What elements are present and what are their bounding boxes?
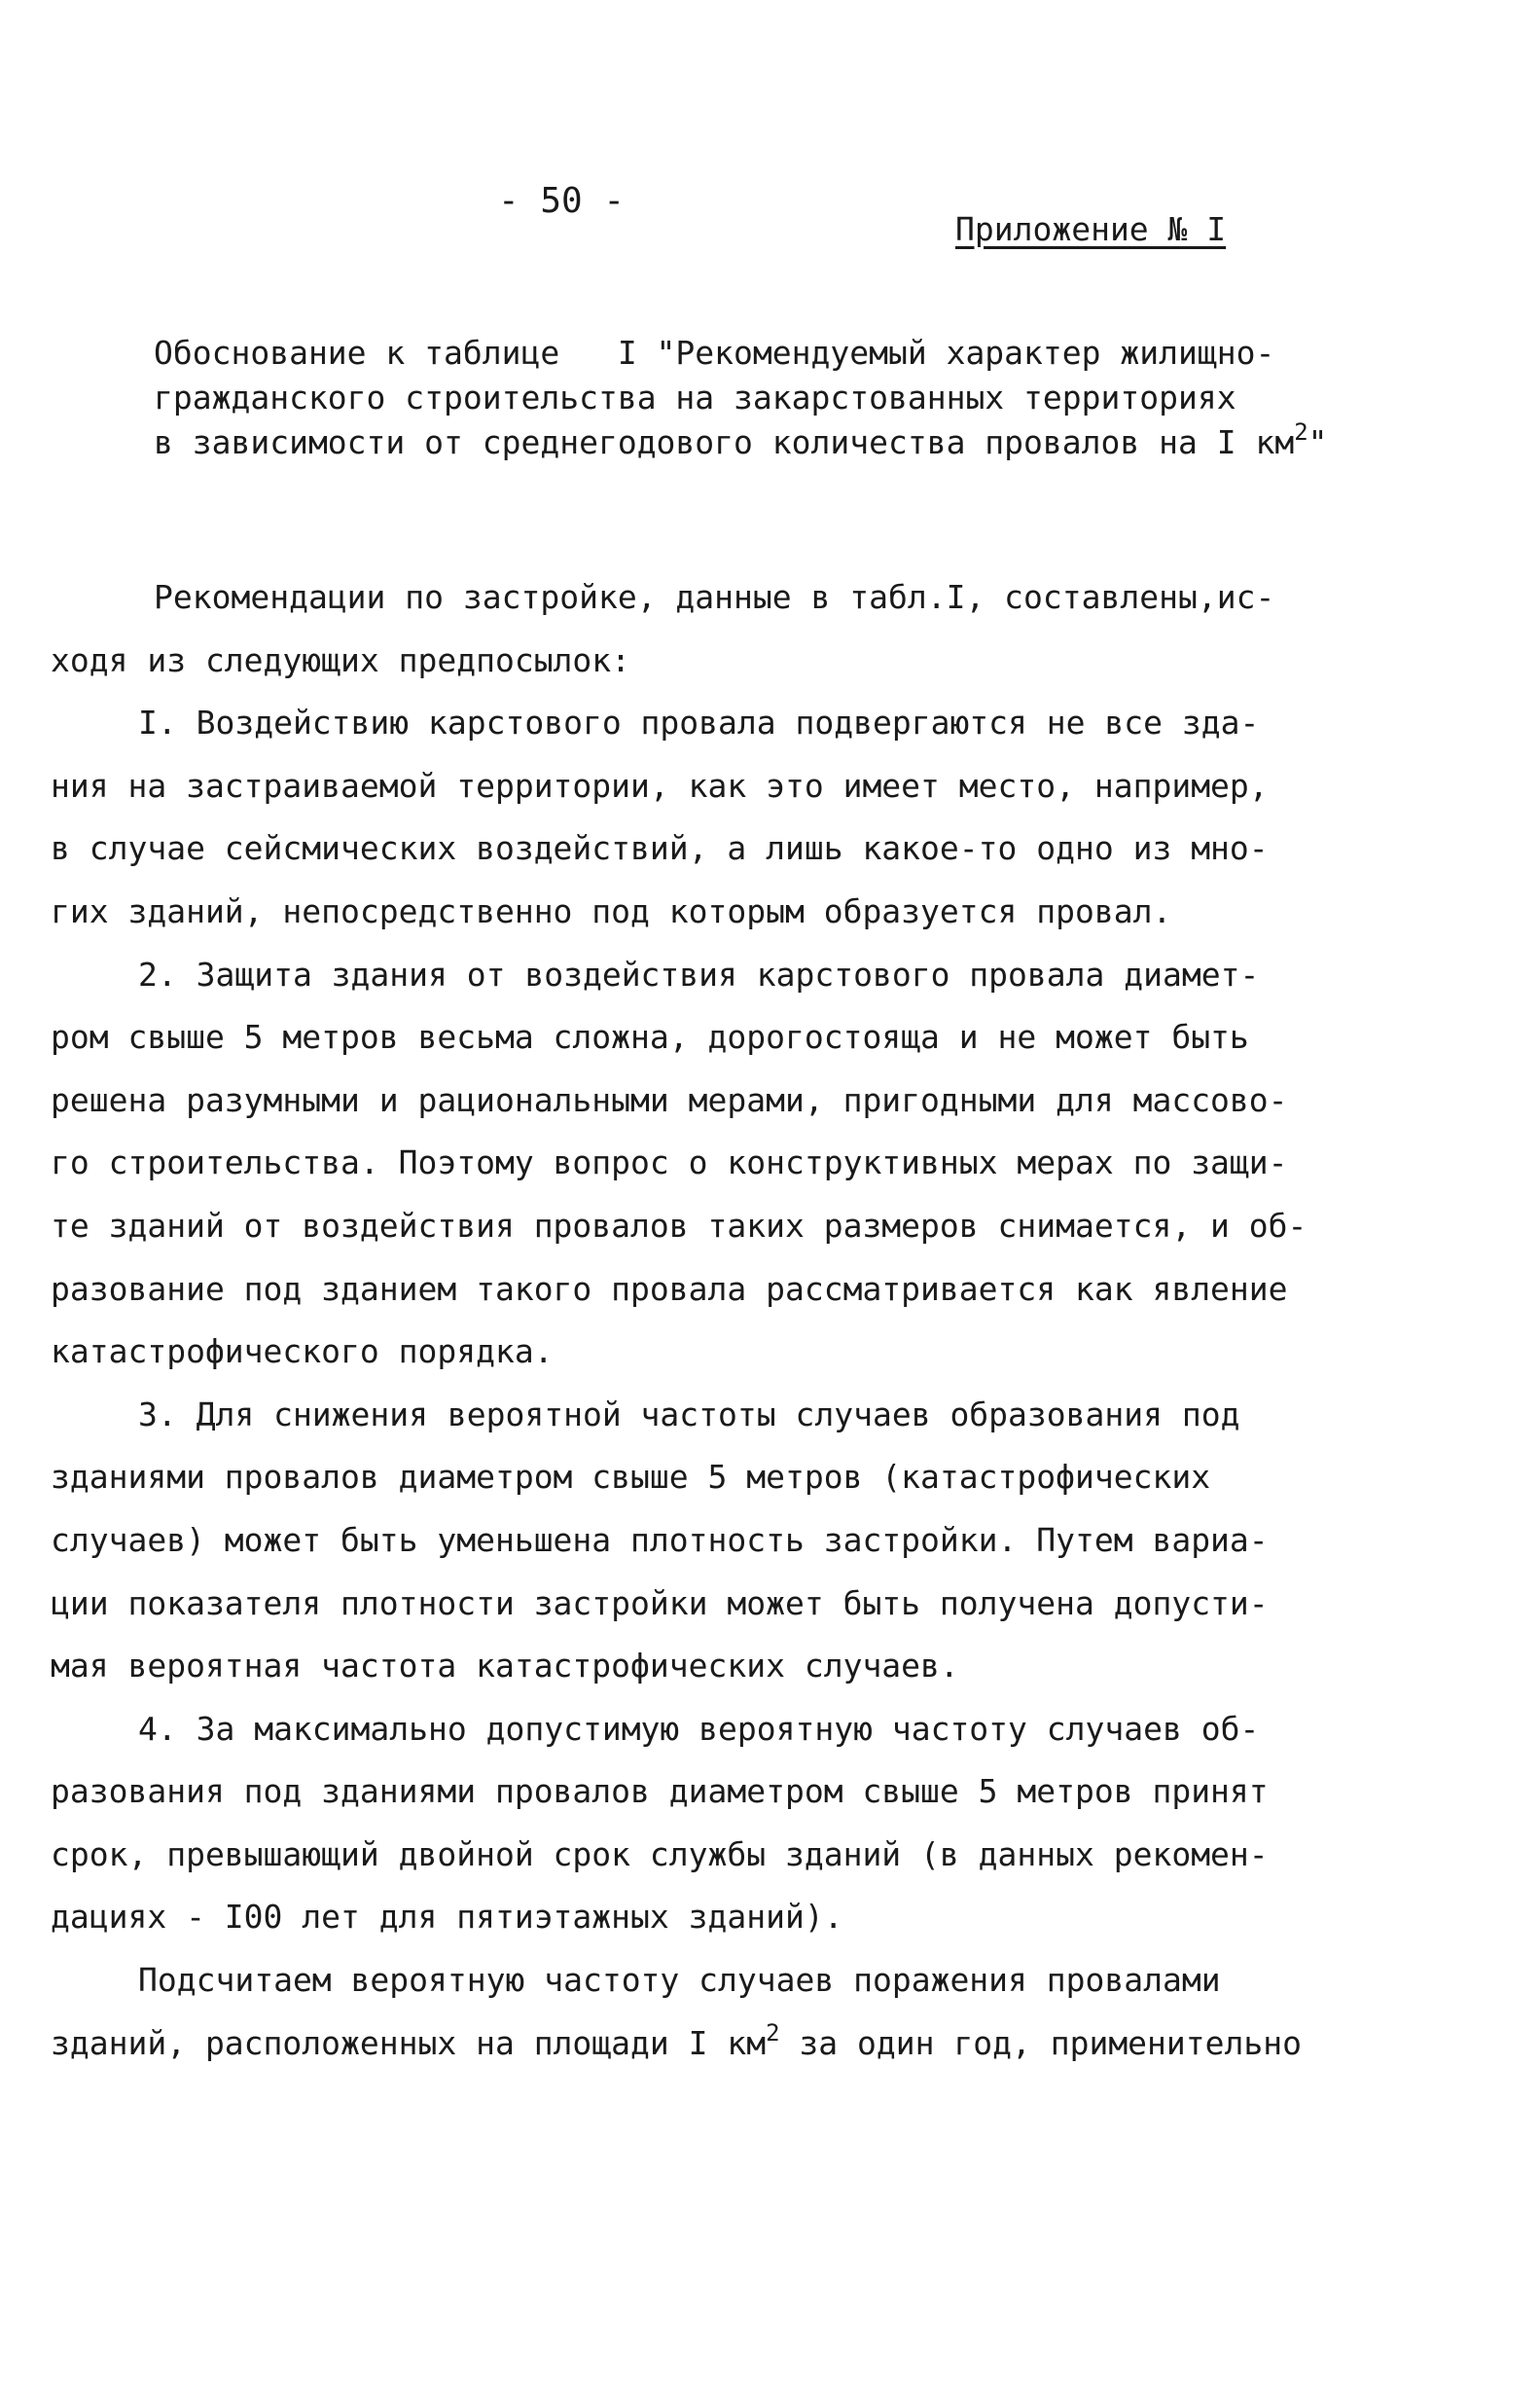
text-line: Рекомендации по застройке, данные в табл.I, составлены,ис- [154,578,1275,616]
superscript: 2 [766,2018,780,2047]
text-line: 2. Защита здания от воздействия карстового провала диамет- [138,955,1260,994]
text-line: 3. Для снижения вероятной частоты случаев образования под [138,1395,1240,1433]
body-text [51,566,1307,2075]
superscript: 2 [1294,418,1308,446]
page-number: - 50 - [498,181,626,221]
text-line: в случае сейсмических воздействий, а лишь какое-то одно из мно- [51,829,1269,868]
text-line [51,2012,1302,2076]
text-line: гих зданий, непосредственно под которым образуется провал. [51,891,1172,930]
section-heading [154,331,1350,465]
text-line: те зданий от воздействия провалов таких размеров снимается, и об- [51,1206,1307,1245]
heading-line [154,420,1350,465]
text-line: катастрофического порядка. [51,1332,554,1371]
appendix-label: Приложение № I [955,210,1227,248]
text-fragment: за один год, применительно [779,2023,1302,2062]
heading-text: в зависимости от среднегодового количества провалов на I км [154,423,1295,461]
heading-line: гражданского строительства на закарстованных территориях [154,379,1236,417]
heading-quote: " [1307,423,1328,461]
text-line: дациях - I00 лет для пятиэтажных зданий). [51,1898,843,1937]
text-line: зданиями провалов диаметром свыше 5 метров (катастрофических [51,1458,1211,1497]
text-line: разование под зданием такого провала рассматривается как явление [51,1269,1288,1308]
text-line: 4. За максимально допустимую вероятную частоту случаев об- [138,1709,1260,1748]
text-line: I. Воздействию карстового провала подвергаются не все зда- [138,704,1260,743]
text-fragment: зданий, расположенных на площади I км [51,2023,767,2062]
text-line: ром свыше 5 метров весьма сложна, дорогостояща и не может быть [51,1018,1249,1057]
text-line: го строительства. Поэтому вопрос о конструктивных мерах по защи- [51,1143,1288,1182]
text-line: ции показателя плотности застройки может быть получена допусти- [51,1583,1269,1622]
heading-line: Обоснование к таблице I "Рекомендуемый характер жилищно- [154,334,1275,372]
text-line: ходя из следующих предпосылок: [51,640,631,679]
text-line: решена разумными и рациональными мерами, пригодными для массово- [51,1080,1288,1119]
text-line: мая вероятная частота катастрофических случаев. [51,1647,959,1685]
text-line: случаев) может быть уменьшена плотность застройки. Путем вариа- [51,1520,1269,1559]
text-line: разования под зданиями провалов диаметром свыше 5 метров принят [51,1772,1269,1811]
text-line: Подсчитаем вероятную частоту случаев поражения провалами [138,1961,1221,2000]
text-line: срок, превышающий двойной срок службы зданий (в данных рекомен- [51,1834,1269,1873]
text-line: ния на застраиваемой территории, как это имеет место, например, [51,766,1269,805]
